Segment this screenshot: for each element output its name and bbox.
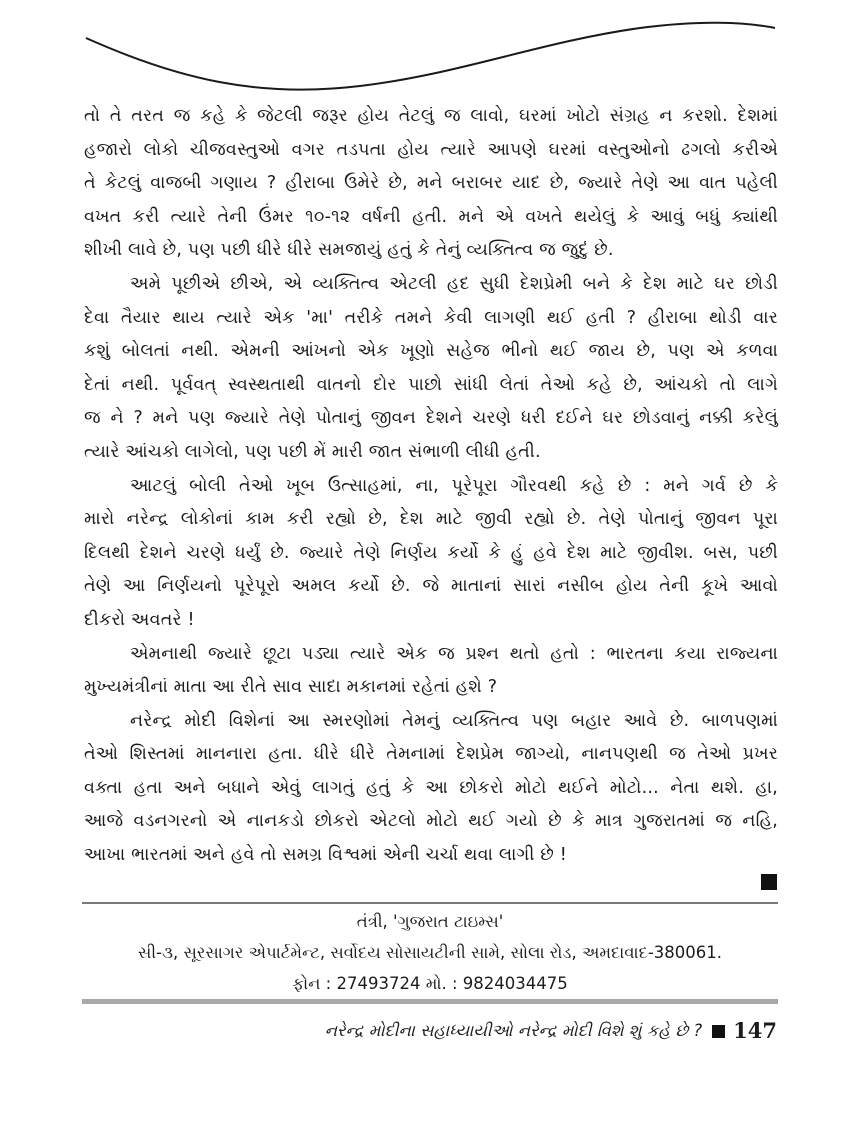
end-of-article-square	[761, 874, 777, 890]
paragraph-line: હજારો લોકો ચીજવસ્તુઓ વગર તડપતા હોય ત્યારે આપણે ઘરમાં વસ્તુઓનો ઢગલો કરીએ	[84, 139, 778, 160]
paragraph-line: વક્તા હતા અને બધાને એવું લાગતું હતું કે આ છોકરો મોટો થઈને મોટો... નેતા થશે. હા,	[84, 777, 778, 798]
paragraph-line: આજે વડનગરનો એ નાનકડો છોકરો એટલો મોટો થઈ ગયો છે કે માત્ર ગુજરાતમાં જ નહિ,	[84, 811, 778, 832]
paragraph-line: મુખ્યમંત્રીનાં માતા આ રીતે સાવ સાદા મકાનમાં રહેતાં હશે ?	[84, 677, 498, 698]
paragraph-line: કશું બોલતાં નથી. એમની આંખનો એક ખૂણો સહેજ ભીનો થઈ જાય છે, પણ એ કળવા	[84, 341, 778, 362]
decorative-header-curve	[0, 0, 855, 100]
author-address: સી-૩, સૂરસાગર એપાર્ટમેન્ટ, સર્વોદય સોસાયટીની સામે, સોલા રોડ, અમદાવાદ-380061.	[137, 943, 723, 962]
paragraph-line: દિલથી દેશને ચરણે ધર્યું છે. જ્યારે તેણે નિર્ણય કર્યો કે હું હવે દેશ માટે જીવીશ. બસ, પછી	[84, 542, 778, 563]
paragraph-line: મારો નરેન્દ્ર લોકોનાં કામ કરી રહ્યો છે, દેશ માટે જીવી રહ્યો છે. તેણે પોતાનું જીવન પૂરા	[84, 509, 778, 530]
paragraph-line: દેતાં નથી. પૂર્વવત્ સ્વસ્થતાથી વાતનો દોર પાછો સાંધી લેતાં તેઓ કહે છે, આંચકો તો લાગે	[84, 374, 778, 395]
article-body	[84, 100, 778, 873]
paragraph-line: ત્યારે આંચકો લાગેલો, પણ પછી મેં મારી જાત સંભાળી લીધી હતી.	[84, 441, 541, 462]
author-phone: ફોન : 27493724 મો. : 9824034475	[292, 974, 568, 993]
author-title: તંત્રી, 'ગુજરાત ટાઇમ્સ'	[356, 912, 504, 931]
footer-square-bullet	[712, 1025, 725, 1038]
paragraph-line: તેણે આ નિર્ણયનો પૂરેપૂરો અમલ કર્યો છે. જે માતાનાં સારાં નસીબ હોય તેની કૂખે આવો	[84, 576, 778, 597]
paragraph	[84, 268, 778, 470]
paragraph-line: દીકરો અવતરે !	[84, 609, 195, 630]
paragraph-line: જ ને ? મને પણ જ્યારે તેણે પોતાનું જીવન દેશને ચરણે ધરી દઈને ઘર છોડવાનું નક્કી કરેલું	[84, 408, 778, 429]
author-divider-top	[82, 902, 778, 904]
paragraph-line: શીખી લાવે છે, પણ પછી ધીરે ધીરે સમજાયું હતું કે તેનું વ્યક્તિત્વ જ જુદું છે.	[84, 240, 614, 261]
paragraph-line: તે કેટલું વાજબી ગણાય ? હીરાબા ઉમેરે છે, મને બરાબર યાદ છે, જ્યારે તેણે આ વાત પહેલી	[84, 173, 778, 194]
paragraph-line: અમે પૂછીએ છીએ, એ વ્યક્તિત્વ એટલી હદ સુધી દેશપ્રેમી બને કે દેશ માટે ઘર છોડી	[130, 273, 778, 294]
page-footer	[325, 1016, 777, 1046]
paragraph	[84, 100, 778, 268]
paragraph-line: આટલું બોલી તેઓ ખૂબ ઉત્સાહમાં, ના, પૂરેપૂરા ગૌરવથી કહે છે : મને ગર્વ છે કે	[130, 475, 778, 496]
paragraph-line: એમનાથી જ્યારે છૂટા પડ્યા ત્યારે એક જ પ્રશ્ન થતો હતો : ભારતના કયા રાજ્યના	[130, 643, 778, 664]
paragraph	[84, 638, 778, 705]
paragraph-line: નરેન્દ્ર મોદી વિશેનાં આ સ્મરણોમાં તેમનું વ્યક્તિત્વ પણ બહાર આવે છે. બાળપણમાં	[130, 710, 778, 731]
page-number: 147	[733, 1018, 777, 1043]
paragraph-line: દેવા તૈયાર થાય ત્યારે એક 'મા' તરીકે તમને કેવી લાગણી થઈ હતી ? હીરાબા થોડી વાર	[84, 307, 778, 328]
paragraph	[84, 470, 778, 638]
running-book-title: નરેન્દ્ર મોદીના સહાધ્યાયીઓ નરેન્દ્ર મોદી વિશે શું કહે છે ?	[324, 1021, 703, 1040]
paragraph-line: તેઓ શિસ્તમાં માનનારા હતા. ધીરે ધીરે તેમનામાં દેશપ્રેમ જાગ્યો, નાનપણથી જ તેઓ પ્રખર	[84, 744, 778, 765]
author-info	[82, 906, 778, 999]
paragraph	[84, 705, 778, 873]
author-divider-bottom	[82, 999, 778, 1004]
paragraph-line: તો તે તરત જ કહે કે જેટલી જરૂર હોય તેટલું જ લાવો, ઘરમાં ખોટો સંગ્રહ ન કરશો. દેશમાં	[84, 106, 778, 126]
paragraph-line: આખા ભારતમાં અને હવે તો સમગ્ર વિશ્વમાં એની ચર્ચા થવા લાગી છે !	[84, 845, 567, 866]
paragraph-line: વખત કરી ત્યારે તેની ઉંમર ૧૦-૧૨ વર્ષની હતી. મને એ વખતે થયેલું કે આવું બધું ક્યાંથી	[84, 206, 778, 227]
